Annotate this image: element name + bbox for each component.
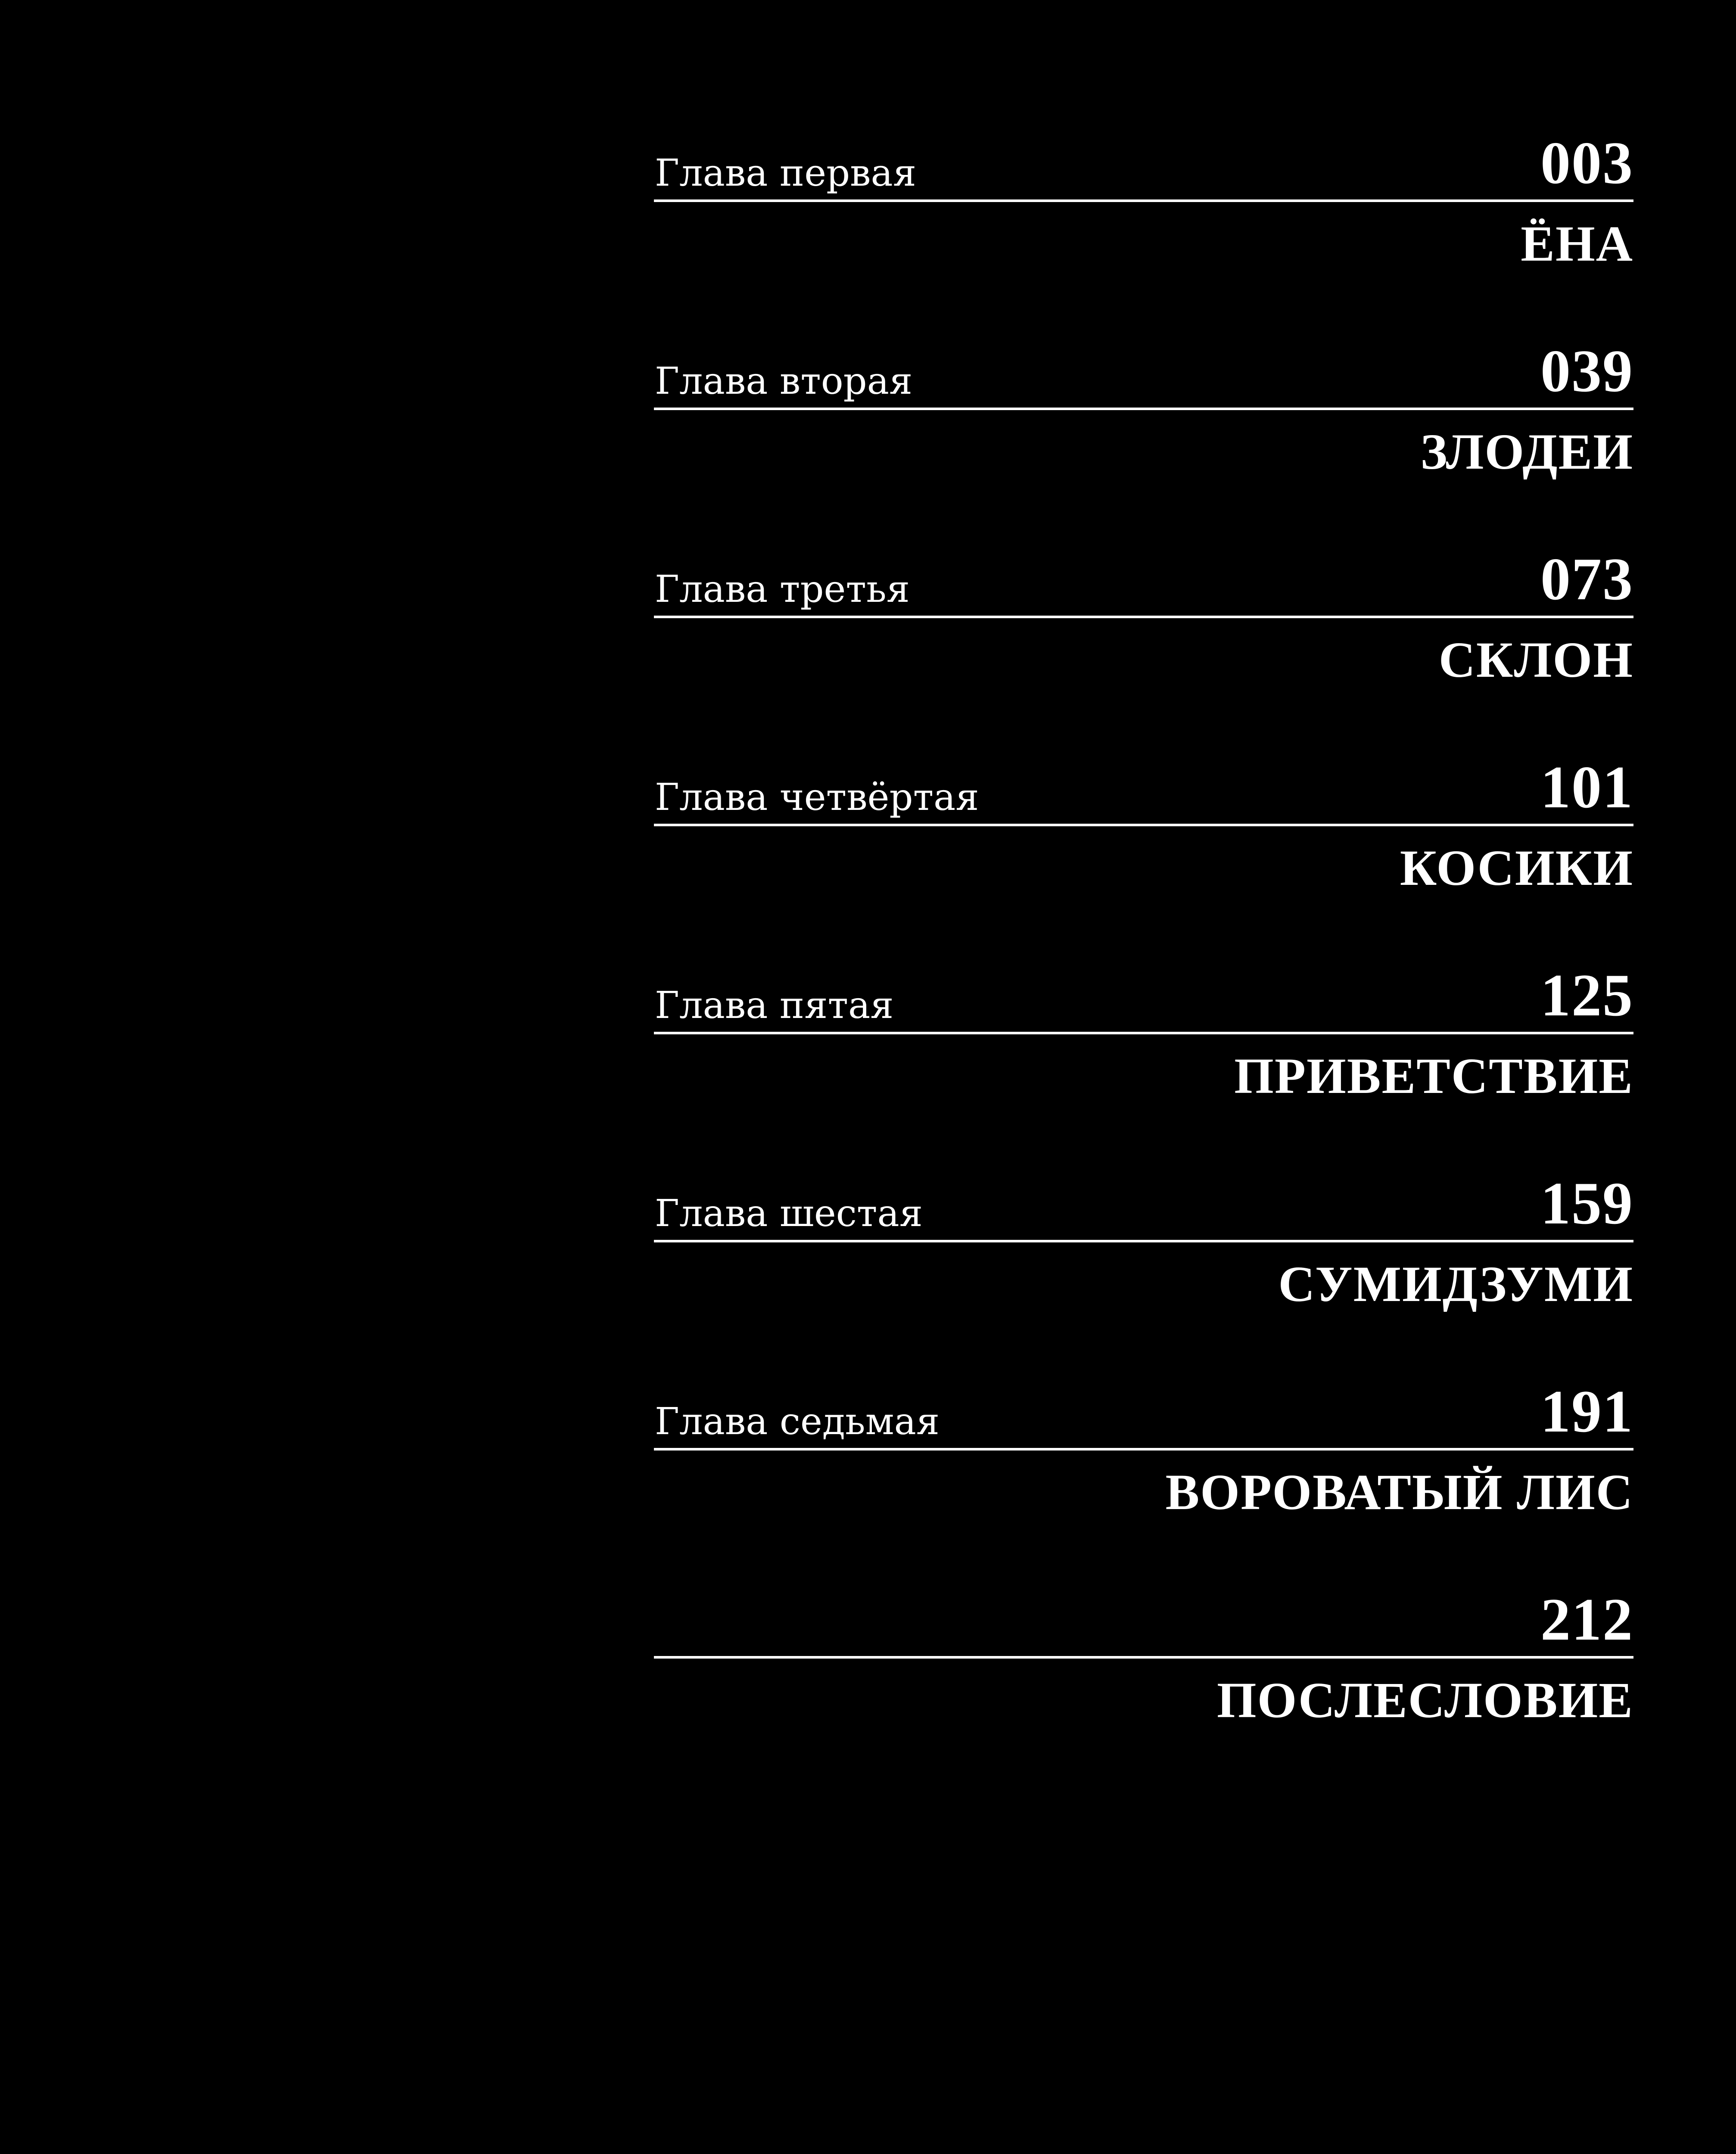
page-number: 101 (1540, 754, 1633, 821)
page-number: 003 (1540, 130, 1633, 196)
chapter-title: КОСИКИ (1400, 840, 1633, 896)
chapter-label: Глава первая (655, 152, 917, 195)
toc-entry-rule (654, 338, 1633, 410)
toc-entry-rule (654, 1586, 1633, 1659)
toc-entry-8[interactable] (654, 1586, 1633, 1802)
table-of-contents (654, 130, 1633, 1802)
chapter-title: ЗЛОДЕИ (1420, 423, 1633, 480)
chapter-label: Глава вторая (655, 360, 913, 403)
chapter-label: Глава четвёртая (655, 776, 979, 819)
chapter-label: Глава шестая (655, 1192, 923, 1235)
chapter-title: ПРИВЕТСТВИЕ (1234, 1048, 1633, 1104)
toc-entry-rule (654, 1170, 1633, 1242)
toc-entry-6[interactable] (654, 1170, 1633, 1385)
toc-entry-rule (654, 754, 1633, 826)
page-number: 073 (1540, 546, 1633, 613)
page-number: 159 (1540, 1170, 1633, 1237)
page-number: 212 (1540, 1586, 1633, 1653)
chapter-title: СУМИДЗУМИ (1278, 1256, 1633, 1312)
toc-entry-3[interactable] (654, 546, 1633, 761)
chapter-label: Глава третья (655, 568, 910, 611)
page-number: 039 (1540, 338, 1633, 405)
toc-entry-2[interactable] (654, 338, 1633, 553)
chapter-title: СКЛОН (1438, 632, 1633, 688)
toc-entry-5[interactable] (654, 962, 1633, 1177)
chapter-label: Глава пятая (655, 984, 894, 1027)
toc-entry-4[interactable] (654, 754, 1633, 969)
page-number: 191 (1540, 1378, 1633, 1445)
chapter-label: Глава седьмая (655, 1400, 940, 1443)
toc-entry-rule (654, 546, 1633, 618)
chapter-title: ПОСЛЕСЛОВИЕ (1216, 1672, 1633, 1728)
chapter-title: ВОРОВАТЫЙ ЛИС (1165, 1464, 1633, 1520)
toc-entry-rule (654, 1378, 1633, 1451)
toc-entry-7[interactable] (654, 1378, 1633, 1594)
toc-entry-1[interactable] (654, 130, 1633, 345)
page-number: 125 (1540, 962, 1633, 1029)
chapter-title: ЁНА (1521, 215, 1633, 272)
toc-entry-rule (654, 130, 1633, 202)
toc-entry-rule (654, 962, 1633, 1034)
